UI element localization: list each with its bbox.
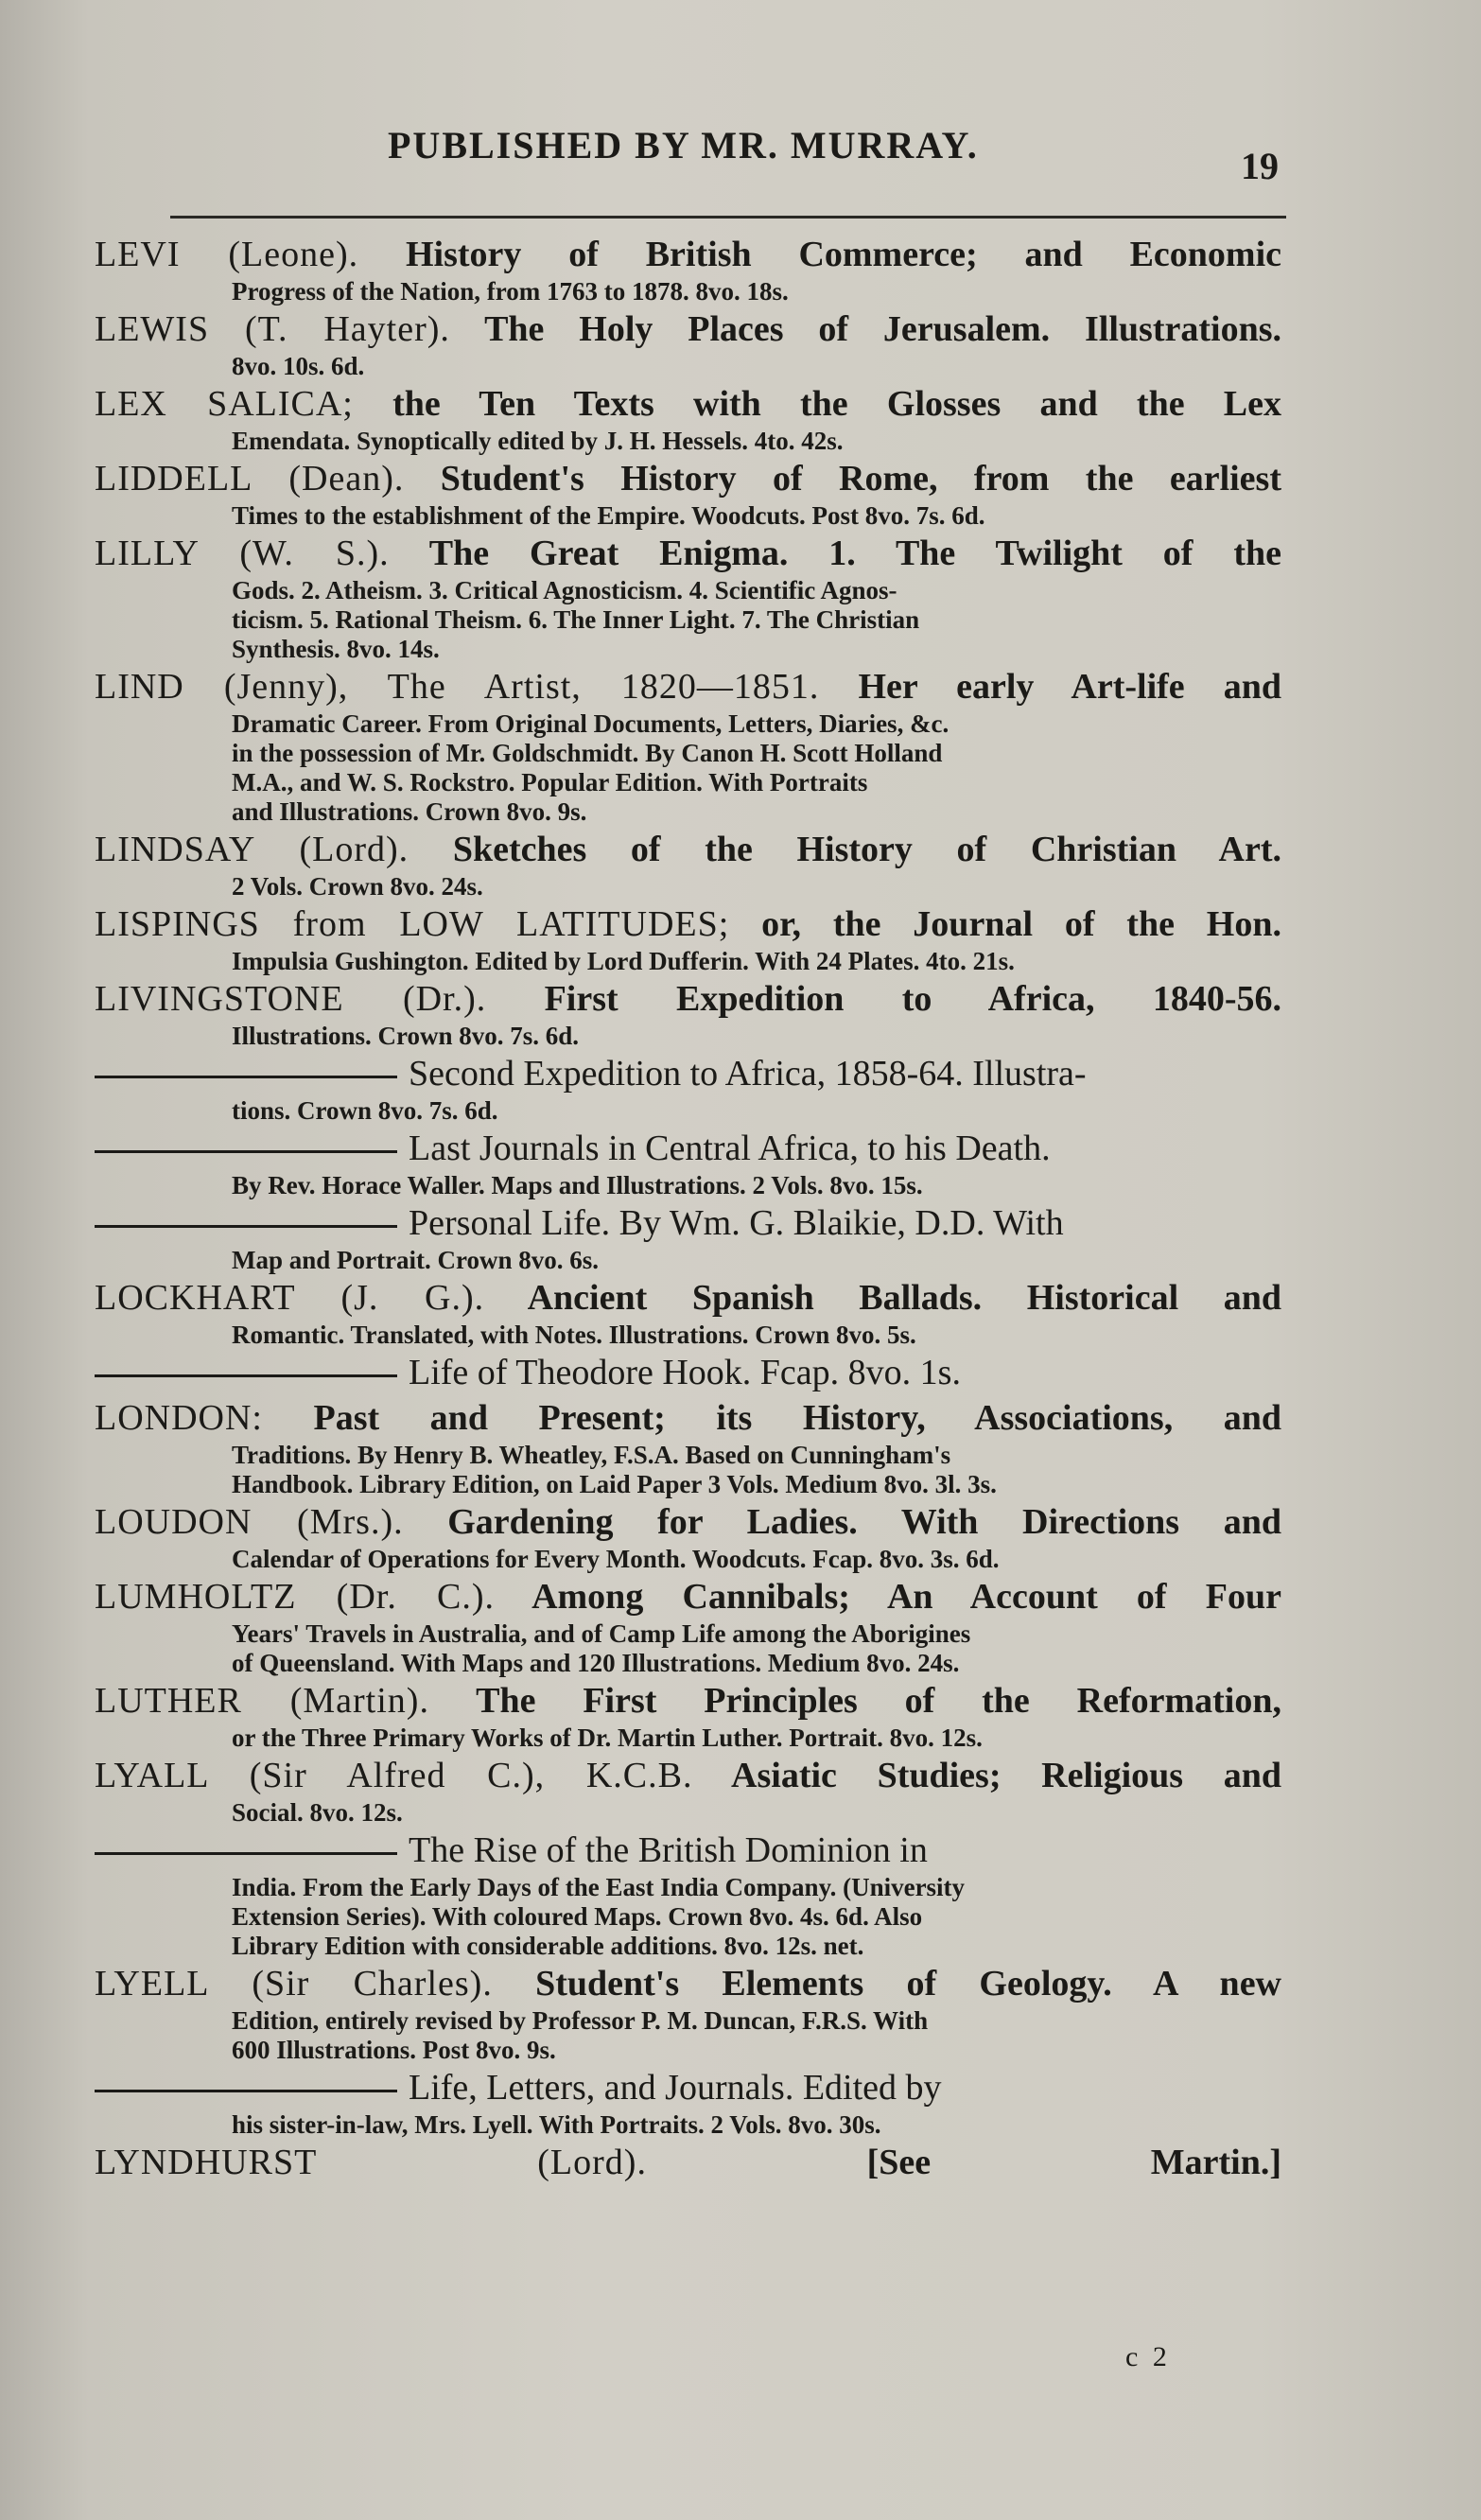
catalogue-subentry	[95, 1828, 1281, 1961]
catalogue-subentry	[95, 2065, 1281, 2140]
entry-heading	[95, 1678, 1281, 1724]
entry-title: Gardening for Ladies. With Directions and	[403, 1502, 1281, 1542]
subentry-title: Last Journals in Central Africa, to his Death.	[409, 1129, 1051, 1168]
entry-title: Student's History of Rome, from the earliest	[404, 459, 1281, 499]
entry-heading	[95, 976, 1281, 1022]
subentry-details: Map and Portrait. Crown 8vo. 6s.	[232, 1246, 599, 1274]
header-rule	[170, 216, 1286, 219]
entry-title: [See Martin.]	[646, 2143, 1281, 2182]
entry-details: Gods. 2. Atheism. 3. Critical Agnosticism. 4. Scientific Agnos- ticism. 5. Rational Theism. 6. The Inner Light. 7. The Christian Synthesis. 8vo. 14s.	[232, 576, 920, 663]
catalogue-entry	[95, 1961, 1281, 2065]
entry-title: the Ten Texts with the Glosses and the Lex	[353, 384, 1281, 424]
entry-title: Sketches of the History of Christian Art.	[409, 830, 1281, 869]
entry-heading	[95, 381, 1281, 427]
entry-details: Emendata. Synoptically edited by J. H. Hessels. 4to. 42s.	[232, 427, 844, 455]
catalogue-subentry	[95, 1051, 1281, 1126]
entry-details: or the Three Primary Works of Dr. Martin Luther. Portrait. 8vo. 12s.	[232, 1724, 983, 1752]
ditto-rule	[95, 1374, 397, 1377]
entry-details: Impulsia Gushington. Edited by Lord Dufferin. With 24 Plates. 4to. 21s.	[232, 947, 1015, 975]
ditto-rule	[95, 2090, 397, 2092]
ditto-rule	[95, 1225, 397, 1228]
running-head: PUBLISHED BY MR. MURRAY.	[388, 124, 979, 166]
entry-author: LUTHER (Martin).	[95, 1681, 429, 1721]
entry-title: Ancient Spanish Ballads. Historical and	[484, 1278, 1281, 1318]
ditto-rule	[95, 1076, 397, 1078]
entry-author: LIDDELL (Dean).	[95, 459, 405, 499]
entry-title: The Holy Places of Jerusalem. Illustrations.	[449, 309, 1281, 349]
catalogue-subentry	[95, 1350, 1281, 1395]
subentry-details: India. From the Early Days of the East India Company. (University Extension Series). With coloured Maps. Crown 8vo. 4s. 6d. Also Library Edition with considerable additions. 8vo. 12s. net.	[232, 1873, 966, 1960]
subentry-heading	[95, 1051, 1281, 1096]
entry-details: Traditions. By Henry B. Wheatley, F.S.A. Based on Cunningham's Handbook. Library Edition, on Laid Paper 3 Vols. Medium 8vo. 3l. 3s.	[232, 1441, 997, 1498]
entry-heading	[95, 1753, 1281, 1798]
subentry-details: his sister-in-law, Mrs. Lyell. With Portraits. 2 Vols. 8vo. 30s.	[232, 2110, 881, 2139]
entry-details: Progress of the Nation, from 1763 to 1878. 8vo. 18s.	[232, 277, 789, 306]
subentry-heading	[95, 1126, 1281, 1171]
subentry-title: Second Expedition to Africa, 1858-64. Illustra-	[409, 1054, 1087, 1094]
entry-details: Social. 8vo. 12s.	[232, 1798, 403, 1827]
catalogue-entry	[95, 381, 1281, 456]
catalogue-entry	[95, 664, 1281, 827]
entry-author: LEX SALICA;	[95, 384, 354, 424]
entry-details: Dramatic Career. From Original Documents, Letters, Diaries, &c. in the possession of Mr. Goldschmidt. By Canon H. Scott Holland M.A., and W. S. Rockstro. Popular Edition. With Portraits and Illustrations. Crown 8vo. 9s.	[232, 709, 950, 826]
entry-author: LISPINGS from LOW LATITUDES;	[95, 904, 730, 944]
catalogue-subentry	[95, 1126, 1281, 1200]
catalogue-entry	[95, 1499, 1281, 1574]
subentry-heading	[95, 1828, 1281, 1873]
entry-details: Calendar of Operations for Every Month. Woodcuts. Fcap. 8vo. 3s. 6d.	[232, 1545, 1000, 1573]
entry-heading	[95, 1574, 1281, 1619]
entry-title: Asiatic Studies; Religious and	[692, 1756, 1281, 1795]
entry-author: LONDON:	[95, 1398, 263, 1438]
subentry-title: Personal Life. By Wm. G. Blaikie, D.D. With	[409, 1203, 1064, 1243]
catalogue-entry	[95, 1395, 1281, 1499]
catalogue-subentry	[95, 1200, 1281, 1275]
subentry-title: Life of Theodore Hook. Fcap. 8vo. 1s.	[409, 1353, 961, 1392]
entry-author: LYALL (Sir Alfred C.), K.C.B.	[95, 1756, 693, 1795]
entry-author: LINDSAY (Lord).	[95, 830, 409, 869]
entry-details: Illustrations. Crown 8vo. 7s. 6d.	[232, 1022, 580, 1050]
entry-details: Edition, entirely revised by Professor P. M. Duncan, F.R.S. With 600 Illustrations. Post 8vo. 9s.	[232, 2006, 929, 2064]
entry-author: LOUDON (Mrs.).	[95, 1502, 404, 1542]
entry-author: LOCKHART (J. G.).	[95, 1278, 485, 1318]
catalogue-entry	[95, 976, 1281, 1051]
catalogue-entry	[95, 901, 1281, 976]
catalogue-list	[95, 232, 1281, 2185]
entry-heading	[95, 901, 1281, 947]
catalogue-entry	[95, 1678, 1281, 1753]
page-header	[0, 123, 1481, 189]
entry-heading	[95, 232, 1281, 277]
catalogue-entry	[95, 1574, 1281, 1678]
ditto-rule	[95, 1150, 397, 1153]
catalogue-entry	[95, 2140, 1281, 2185]
catalogue-entry	[95, 531, 1281, 664]
entry-heading	[95, 531, 1281, 576]
entry-details: 8vo. 10s. 6d.	[232, 352, 365, 380]
subentry-details: By Rev. Horace Waller. Maps and Illustrations. 2 Vols. 8vo. 15s.	[232, 1171, 923, 1199]
entry-heading	[95, 1275, 1281, 1321]
entry-heading	[95, 1395, 1281, 1441]
entry-title: Past and Present; its History, Associations, and	[262, 1398, 1281, 1438]
entry-heading	[95, 306, 1281, 352]
entry-author: LYNDHURST (Lord).	[95, 2143, 647, 2182]
entry-author: LIVINGSTONE (Dr.).	[95, 979, 487, 1019]
ditto-rule	[95, 1852, 397, 1855]
entry-title: First Expedition to Africa, 1840-56.	[486, 979, 1281, 1019]
entry-author: LYELL (Sir Charles).	[95, 1964, 493, 2004]
entry-author: LIND (Jenny), The Artist, 1820—1851.	[95, 667, 820, 707]
entry-details: Years' Travels in Australia, and of Camp Life among the Aborigines of Queensland. With Maps and 120 Illustrations. Medium 8vo. 24s.	[232, 1619, 971, 1677]
subentry-heading	[95, 1200, 1281, 1246]
entry-heading	[95, 2140, 1281, 2185]
subentry-title: The Rise of the British Dominion in	[409, 1830, 928, 1870]
entry-heading	[95, 1499, 1281, 1545]
entry-heading	[95, 664, 1281, 709]
signature-mark: c 2	[1125, 2341, 1171, 2372]
catalogue-entry	[95, 456, 1281, 531]
catalogue-entry	[95, 232, 1281, 306]
entry-heading	[95, 1961, 1281, 2006]
entry-details: Romantic. Translated, with Notes. Illustrations. Crown 8vo. 5s.	[232, 1321, 916, 1349]
entry-details: Times to the establishment of the Empire. Woodcuts. Post 8vo. 7s. 6d.	[232, 501, 985, 530]
entry-details: 2 Vols. Crown 8vo. 24s.	[232, 872, 483, 901]
subentry-title: Life, Letters, and Journals. Edited by	[409, 2068, 942, 2108]
entry-heading	[95, 827, 1281, 872]
subentry-details: tions. Crown 8vo. 7s. 6d.	[232, 1096, 498, 1125]
entry-title: Her early Art-life and	[819, 667, 1281, 707]
catalogue-entry	[95, 827, 1281, 901]
entry-title: The First Principles of the Reformation,	[428, 1681, 1281, 1721]
page-number: 19	[1241, 145, 1279, 187]
entry-author: LILLY (W. S.).	[95, 534, 390, 573]
entry-heading	[95, 456, 1281, 501]
entry-title: History of British Commerce; and Economic	[358, 235, 1281, 274]
subentry-heading	[95, 1350, 1281, 1395]
entry-title: Among Cannibals; An Account of Four	[495, 1577, 1281, 1617]
entry-author: LUMHOLTZ (Dr. C.).	[95, 1577, 495, 1617]
catalogue-entry	[95, 306, 1281, 381]
catalogue-entry	[95, 1275, 1281, 1350]
catalogue-entry	[95, 1753, 1281, 1828]
entry-title: Student's Elements of Geology. A new	[492, 1964, 1281, 2004]
entry-title: The Great Enigma. 1. The Twilight of the	[389, 534, 1281, 573]
entry-author: LEVI (Leone).	[95, 235, 359, 274]
entry-author: LEWIS (T. Hayter).	[95, 309, 450, 349]
subentry-heading	[95, 2065, 1281, 2110]
entry-title: or, the Journal of the Hon.	[729, 904, 1281, 944]
